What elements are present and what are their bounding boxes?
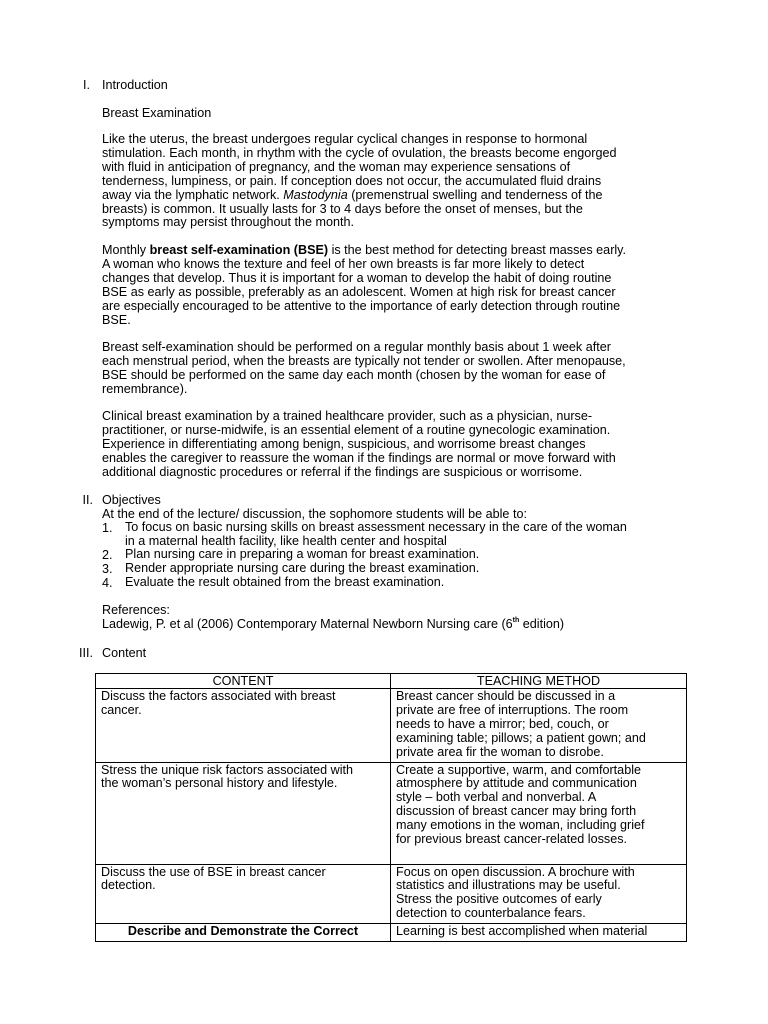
content-cell: Describe and Demonstrate the Correct (96, 924, 391, 942)
term-bse: breast self-examination (BSE) (149, 243, 329, 257)
intro-paragraph-4: Clinical breast examination by a trained healthcare provider, such as a physician, nurse- practitioner, or nurse-midwife, is an essential element of a routine gynecologic examination. Experience in differentiating among benign, suspicious, and worrisome breast changes enables the caregiver to reassure the woman if the findings are normal or move forward with additional diagnostic procedures or referral if the findings are suspicious or worrisome. (102, 409, 616, 479)
method-cell: Create a supportive, warm, and comfortable atmosphere by attitude and communication style – both verbal and nonverbal. A discussion of breast cancer may bring forth many emotions in the woman, including grief for previous breast cancer-related losses. (391, 762, 687, 864)
table-row (96, 924, 687, 942)
intro-paragraph-2: Monthly breast self-examination (BSE) is the best method for detecting breast masses early. A woman who knows the texture and feel of her own breasts is far more likely to detect changes that develop. Thus it is important for a woman to develop the habit of doing routine BSE as early as possible, preferably as an adolescent. Women at high risk for breast cancer are especially encouraged to be attentive to the importance of early detection through routine BSE. (102, 243, 627, 327)
objective-number: 2. (102, 548, 113, 562)
section-1-title: Introduction (102, 78, 168, 92)
content-cell: Stress the unique risk factors associated with the woman’s personal history and lifestyle. (96, 762, 391, 864)
objective-number: 3. (102, 562, 113, 576)
section-3-numeral: III. (79, 646, 93, 660)
method-cell: Learning is best accomplished when material (391, 924, 687, 942)
method-cell: Breast cancer should be discussed in a private are free of interruptions. The room needs to have a mirror; bed, couch, or examining table; pillows; a patient gown; and private area fir the woman to disrobe. (391, 689, 687, 763)
table-header-row (96, 674, 687, 689)
content-cell: Discuss the use of BSE in breast cancer detection. (96, 864, 391, 924)
table-row (96, 762, 687, 864)
intro-paragraph-1: Like the uterus, the breast undergoes regular cyclical changes in response to hormonal stimulation. Each month, in rhythm with the cycle of ovulation, the breasts become engorged with fluid in anticipation of pregnancy, and the woman may experience sensations of tenderness, lumpiness, or pain. If conception does not occur, the accumulated fluid drains away via the lymphatic network. Mastodynia (premenstrual swelling and tenderness of the breasts) is common. It usually lasts for 3 to 4 days before the onset of menses, but the symptoms may persist throughout the month. (102, 132, 617, 230)
section-1-subtitle: Breast Examination (102, 106, 212, 120)
term-mastodynia: Mastodynia (283, 187, 348, 202)
column-header-content: CONTENT (96, 674, 391, 689)
objective-number: 4. (102, 576, 113, 590)
content-cell: Discuss the factors associated with breast cancer. (96, 689, 391, 763)
section-2-title: Objectives (102, 493, 161, 507)
objectives-intro: At the end of the lecture/ discussion, the sophomore students will be able to: (102, 507, 527, 521)
method-cell: Focus on open discussion. A brochure with statistics and illustrations may be useful. Stress the positive outcomes of early detection to counterbalance fears. (391, 864, 687, 924)
objective-number: 1. (102, 521, 113, 535)
objective-item: To focus on basic nursing skills on breast assessment necessary in the care of the woman in a maternal health facility, like health center and hospital (125, 520, 627, 548)
table-row (96, 689, 687, 763)
section-3-title: Content (102, 646, 147, 660)
section-1-numeral: I. (83, 78, 90, 92)
intro-paragraph-3: Breast self-examination should be performed on a regular monthly basis about 1 week after each menstrual period, when the breasts are typically not tender or swollen. After menopause, BSE should be performed on the same day each month (chosen by the woman for ease of remembrance). (102, 340, 626, 396)
table-row (96, 864, 687, 924)
reference-entry: Ladewig, P. et al (2006) Contemporary Maternal Newborn Nursing care (6th edition) (102, 617, 565, 631)
content-table (95, 673, 687, 942)
objective-item: Render appropriate nursing care during the breast examination. (125, 561, 480, 575)
objective-item: Evaluate the result obtained from the breast examination. (125, 575, 445, 589)
column-header-teaching-method: TEACHING METHOD (391, 674, 687, 689)
section-2-numeral: II. (82, 493, 93, 507)
references-label: References: (102, 603, 170, 617)
objective-item: Plan nursing care in preparing a woman for breast examination. (125, 547, 480, 561)
